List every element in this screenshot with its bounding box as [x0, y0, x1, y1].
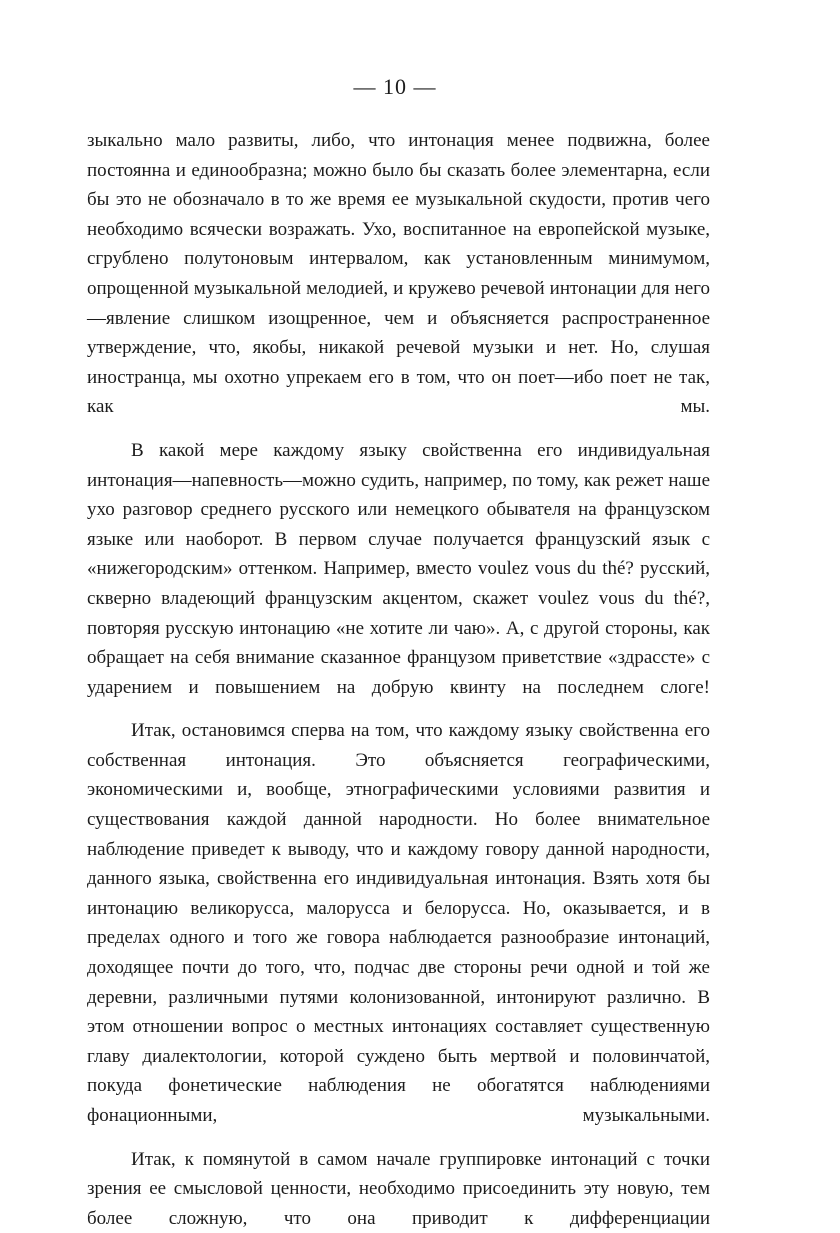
page-number: — 10 —: [353, 74, 437, 99]
paragraph-2: В какой мере каждому языку свойственна его индивидуальная интонация—напевность—можно судить, например, по тому, как режет наше ухо разговор среднего русского или немецкого обывателя на французском языке или наоборот. В первом случае получается французский язык с «нижегородским» оттенком. Например, вместо voulez vous du thé? русский, скверно владеющий французским акцентом, скажет voulez vous du thé?, повторяя русскую интонацию «не хотите ли чаю». А, с другой стороны, как обращает на себя внимание сказанное французом приветствие «здрассте» с ударением и повышением на добрую квинту на последнем слоге!: [87, 439, 710, 698]
paragraph-4: Итак, к помянутой в самом начале группировке интонаций с точки зрения ее смысловой ценности, необходимо присоединить эту новую, тем более сложную, что она приводит к дифференциации: [87, 1148, 710, 1229]
paragraph-1: зыкально мало развиты, либо, что интонация менее подвижна, более постоянна и единообразна; можно было бы сказать более элементарна, если бы это не обозначало в то же время ее музыкальной скудости, против чего необходимо всячески возражать. Ухо, воспитанное на европейской музыке, сгрублено полутоновым интервалом, как установленным минимумом, опрощенной музыкальной мелодией, и кружево речевой интонации для него—явление слишком изощренное, чем и объясняется распространенное утверждение, что, якобы, никакой речевой музыки и нет. Но, слушая иностранца, мы охотно упрекаем его в том, что он поет—ибо поет не так, как мы.: [87, 130, 710, 418]
body-text: [87, 126, 710, 1233]
paragraph-3: Итак, остановимся сперва на том, что каждому языку свойственна его собственная интонация. Это объясняется географическими, экономическими и, вообще, этнографическими условиями развития и существования каждой данной народности. Но более внимательное наблюдение приведет к выводу, что и каждому говору данной народности, данного языка, свойственна его индивидуальная интонация. Взять хотя бы интонацию великорусса, малоруссa и белоруссa. Но, оказывается, и в пределах одного и того же говора наблюдается разнообразие интонаций, доходящее почти до того, что, подчас две стороны речи одной и той же деревни, различными путями колонизованной, интонируют различно. В этом отношении вопрос о местных интонациях составляет существенную главу диалектологии, которой суждено быть мертвой и половинчатой, покуда фонетические наблюдения не обогатятся наблюдениями фонационными, музыкальными.: [87, 720, 710, 1126]
